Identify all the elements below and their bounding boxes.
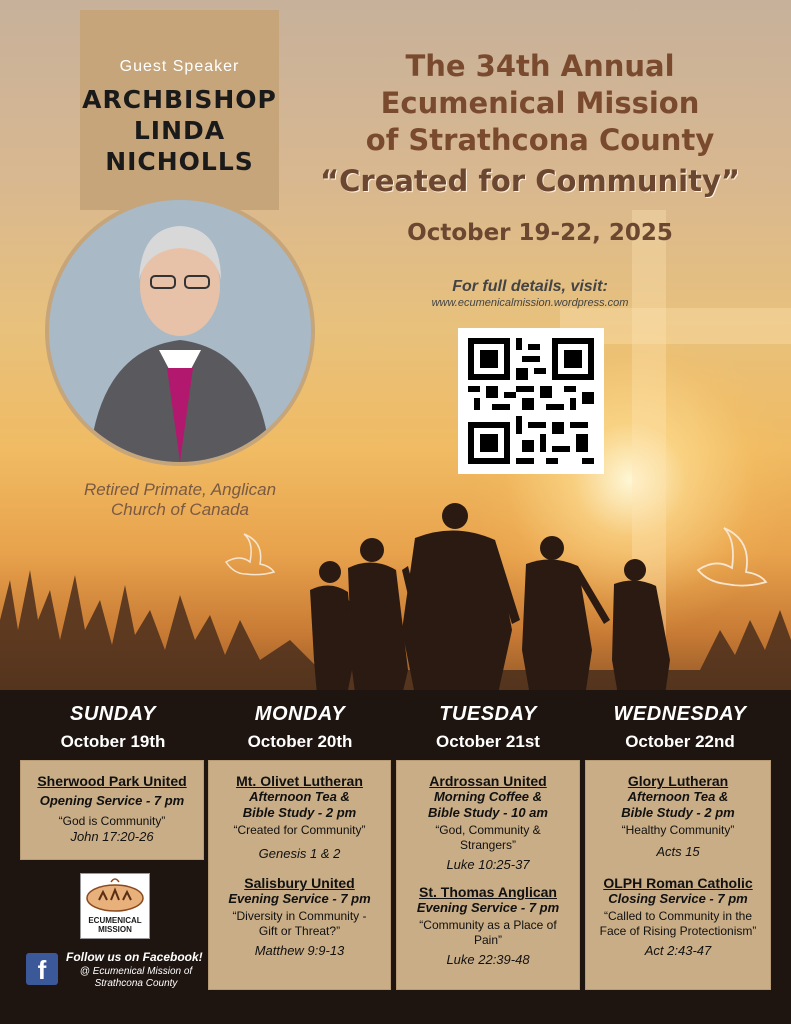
logo-emblem-icon [81,874,149,914]
scripture-reference: Luke 22:39-48 [446,952,530,967]
scripture-reference: Acts 15 [656,844,700,859]
day-header-monday [205,703,395,752]
event-topic: “God is Community” [58,814,166,828]
event-dates: October 19-22, 2025 [407,220,673,246]
event-venue: Sherwood Park United [37,773,187,789]
event-type: Opening Service - 7 pm [39,793,185,808]
day-name: WEDNESDAY [613,703,747,725]
speaker-title: Retired Primate, Anglican Church of Canada [83,480,277,519]
event-type: Afternoon Tea & Bible Study - 2 pm [621,789,735,820]
scripture-reference: Matthew 9:9-13 [254,943,345,958]
event-venue: OLPH Roman Catholic [603,875,753,891]
event-card-monday [208,760,391,990]
guest-speaker-label: Guest Speaker [119,58,240,75]
facebook-handle[interactable]: @ Ecumenical Mission of Strathcona County [79,966,193,989]
event-type: Closing Service - 7 pm [608,891,748,906]
details-label: For full details, visit: [452,278,608,295]
event-venue: Salisbury United [244,875,355,891]
dove-icon [690,522,770,602]
logo-text: ECUMENICAL MISSION [88,916,142,934]
scripture-reference: Genesis 1 & 2 [258,846,341,861]
event-topic: “Created for Community” [233,823,366,837]
day-date: October 21st [436,732,540,751]
day-name: MONDAY [254,703,346,725]
event-card-wednesday [585,760,771,990]
event-topic: “Called to Community in the Face of Rising Protectionism” [599,909,757,938]
event-venue: Mt. Olivet Lutheran [236,773,363,789]
scripture-reference: John 17:20-26 [70,829,154,844]
event-title: The 34th Annual Ecumenical Mission of Strathcona County [365,49,715,157]
event-venue: Ardrossan United [429,773,547,789]
scripture-reference: Act 2:43-47 [644,943,712,958]
event-card-tuesday [396,760,580,990]
day-date: October 19th [60,732,166,751]
day-date: October 22nd [625,732,735,751]
qr-code-icon[interactable] [458,328,604,474]
details-url[interactable]: www.ecumenicalmission.wordpress.com [431,297,629,309]
day-name: SUNDAY [70,703,156,725]
event-topic: “Healthy Community” [621,823,735,837]
speaker-portrait-image [49,200,311,462]
day-date: October 20th [247,732,353,751]
ecumenical-mission-logo [80,873,150,939]
facebook-icon[interactable]: f [26,953,58,985]
speaker-photo [45,196,315,466]
scripture-reference: Luke 10:25-37 [446,857,530,872]
event-type: Evening Service - 7 pm [228,891,371,906]
event-type: Evening Service - 7 pm [416,900,560,915]
day-header-tuesday [393,703,583,752]
dove-icon [220,532,276,584]
event-topic: “Community as a Place of Pain” [419,918,557,947]
event-theme: “Created for Community” [320,164,740,198]
event-topic: “God, Community & Strangers” [435,823,541,852]
event-topic: “Diversity in Community - Gift or Threat?” [232,909,367,938]
day-header-wednesday [585,703,775,752]
event-type: Morning Coffee & Bible Study - 10 am [428,789,548,820]
event-card-sunday [20,760,204,860]
speaker-name: ARCHBISHOP LINDA NICHOLLS [82,85,277,176]
facebook-label[interactable]: Follow us on Facebook! [66,950,203,964]
event-type: Afternoon Tea & Bible Study - 2 pm [242,789,357,820]
event-venue: St. Thomas Anglican [419,884,557,900]
day-name: TUESDAY [439,703,537,725]
event-venue: Glory Lutheran [627,773,729,789]
day-header-sunday [18,703,208,752]
